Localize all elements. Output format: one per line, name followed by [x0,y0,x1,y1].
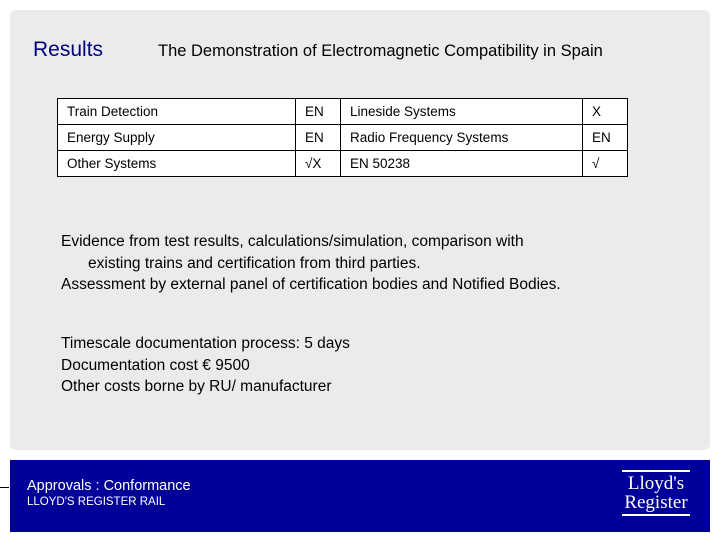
logo-line-1: Lloyd's [627,473,685,494]
table-cell: Radio Frequency Systems [341,125,583,151]
footer-subtitle: LLOYD'S REGISTER RAIL [27,496,166,508]
footer-tick-mark [0,487,9,488]
table-cell: √X [296,151,341,177]
table-cell: Energy Supply [58,125,296,151]
table-cell: √ [583,151,628,177]
evidence-paragraph [61,231,561,296]
table-cell: EN [583,125,628,151]
table-cell: Train Detection [58,99,296,125]
footer-title: Approvals : Conformance [27,478,191,494]
other-costs-line: Other costs borne by RU/ manufacturer [61,378,332,395]
table-cell: X [583,99,628,125]
logo-bottom-rule [622,514,690,516]
evidence-line: Evidence from test results, calculations/simulation, comparison with [61,233,524,250]
compatibility-table [57,98,628,177]
table-cell: Other Systems [58,151,296,177]
table-cell: EN [296,99,341,125]
lloyds-register-logo [620,470,692,524]
table-cell: EN 50238 [341,151,583,177]
table-cell: Lineside Systems [341,99,583,125]
table-row [58,151,628,177]
assessment-line: Assessment by external panel of certification bodies and Notified Bodies. [61,276,561,293]
cost-line: Documentation cost € 9500 [61,356,250,374]
table-cell: EN [296,125,341,151]
evidence-line-continued: existing trains and certification from third parties. [88,254,421,272]
table-row [58,125,628,151]
logo-line-2: Register [624,492,688,513]
footer-bar [10,460,710,532]
table-row [58,99,628,125]
section-label: Results [33,38,104,61]
logo-top-rule [622,470,690,472]
slide-title: The Demonstration of Electromagnetic Compatibility in Spain [158,42,603,60]
cost-paragraph [61,333,350,398]
timescale-line: Timescale documentation process: 5 days [61,335,350,352]
